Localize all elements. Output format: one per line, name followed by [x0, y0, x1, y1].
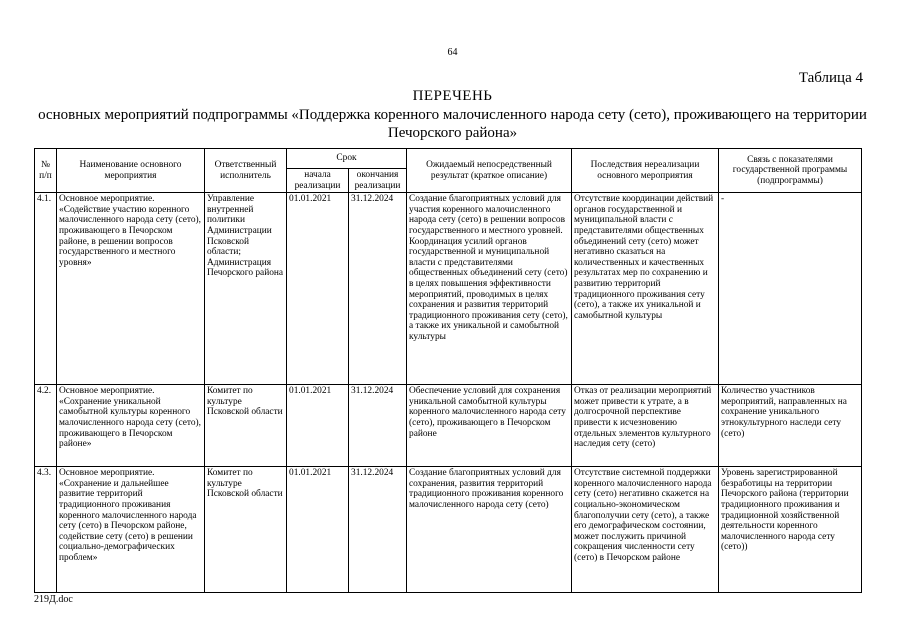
- row-name: Основное мероприятие. «Содействие участию коренного малочисленного народа сету (сето), проживающего в Печорском районе, в решении вопросов государственного и местного уровня»: [57, 193, 205, 385]
- row-end: 31.12.2024: [349, 467, 407, 593]
- row-end: 31.12.2024: [349, 385, 407, 467]
- footer-filename: 219Д.doc: [34, 594, 73, 605]
- row-num: 4.1.: [35, 193, 57, 385]
- document-title: ПЕРЕЧЕНЬ: [412, 88, 493, 104]
- row-consequences: Отказ от реализации мероприятий может привести к утрате, а в долгосрочной перспективе привести к исчезновению отдельных элементов культурного наследия сету (сето): [572, 385, 719, 467]
- table-label: Таблица 4: [798, 70, 863, 86]
- row-start: 01.01.2021: [287, 193, 349, 385]
- header-executor: Ответственный исполнитель: [205, 149, 287, 193]
- header-num: № п/п: [35, 149, 57, 193]
- table-row: [35, 467, 862, 593]
- row-num: 4.3.: [35, 467, 57, 593]
- header-result: Ожидаемый непосредственный результат (краткое описание): [407, 149, 572, 193]
- row-link: -: [719, 193, 862, 385]
- header-end: окончания реализации: [349, 169, 407, 193]
- measures-table: [34, 148, 862, 593]
- document-subtitle: основных мероприятий подпрограммы «Поддержка коренного малочисленного народа сету (сето), проживающего на территории Печорского района»: [38, 107, 867, 141]
- header-name: Наименование основного мероприятия: [57, 149, 205, 193]
- row-executor: Комитет по культуре Псковской области: [205, 385, 287, 467]
- row-end: 31.12.2024: [349, 193, 407, 385]
- header-start: начала реализации: [287, 169, 349, 193]
- row-num: 4.2.: [35, 385, 57, 467]
- row-consequences: Отсутствие координации действий органов государственной и муниципальной власти с представителями общественных объединений сету (сето) может негативно сказаться на количественных и качественных результатах мер по сохранению и развитию территорий традиционного проживания сету (сето), а также их уникальной и самобытной культуры: [572, 193, 719, 385]
- row-executor: Управление внутренней политики Администрации Псковской области; Администрация Печорского района: [205, 193, 287, 385]
- page-number: 64: [447, 47, 458, 58]
- table-row: [35, 385, 862, 467]
- header-term: Срок: [287, 149, 407, 169]
- row-name: Основное мероприятие. «Сохранение и дальнейшее развитие территорий традиционного проживания коренного малочисленного народа сету (сето) в Печорском районе, содействие сету (сето) в решении социально-демографических проблем»: [57, 467, 205, 593]
- row-start: 01.01.2021: [287, 385, 349, 467]
- row-executor: Комитет по культуре Псковской области: [205, 467, 287, 593]
- row-result: Создание благоприятных условий для сохранения, развития территорий традиционного проживания коренного малочисленного народа сету (сето): [407, 467, 572, 593]
- row-name: Основное мероприятие. «Сохранение уникальной самобытной культуры коренного малочисленного народа сету (сето), проживающего в Печорском районе»: [57, 385, 205, 467]
- row-consequences: Отсутствие системной поддержки коренного малочисленного народа сету (сето) негативно скажется на социально-экономическом благополучии сету (сето), а также его демографическом состоянии, может послужить причиной сокращения численности сету (сето) в Печорском районе: [572, 467, 719, 593]
- row-result: Обеспечение условий для сохранения уникальной самобытной культуры коренного малочисленного народа сету (сето), проживающего в Печорском районе: [407, 385, 572, 467]
- row-start: 01.01.2021: [287, 467, 349, 593]
- row-link: Количество участников мероприятий, направленных на сохранение уникального этнокультурного наследи сету (сето): [719, 385, 862, 467]
- header-consequences: Последствия нереализации основного мероприятия: [572, 149, 719, 193]
- row-link: Уровень зарегистрированной безработицы на территории Печорского района (территории традиционного проживания и традиционной хозяйственной деятельности коренного малочисленного народа сету (сето)): [719, 467, 862, 593]
- row-result: Создание благоприятных условий для участия коренного малочисленного народа сету (сето) в решении вопросов государственного и местного уровней. Координация усилий органов государственной и муниципальной власти с представителями общественных объединений сету (сето) в целях повышения эффективности мероприятий, проводимых в целях сохранения и развития территорий традиционного проживания сету (сето), а также их уникальной и самобытной культуры: [407, 193, 572, 385]
- header-link: Связь с показателями государственной программы (подпрограммы): [719, 149, 862, 193]
- table-header: [35, 149, 862, 193]
- table-row: [35, 193, 862, 385]
